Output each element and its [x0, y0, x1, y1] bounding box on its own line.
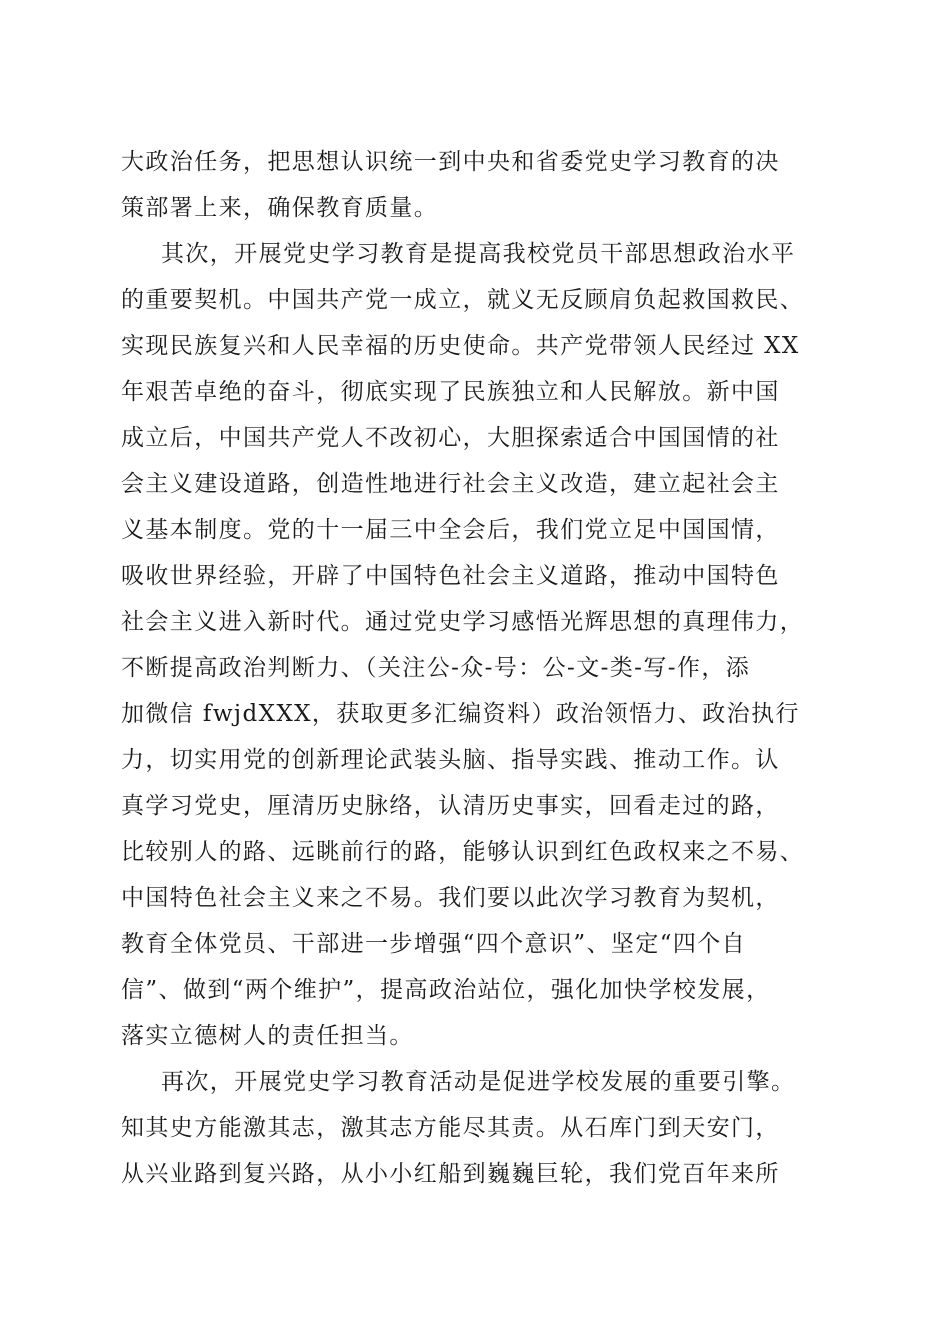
text-line: 知其史方能激其志，激其志方能尽其责。从石库门到天安门，	[121, 1115, 780, 1141]
text-line: 从兴业路到复兴路，从小小红船到巍巍巨轮，我们党百年来所	[121, 1161, 780, 1187]
text-line: 的重要契机。中国共产党一成立，就义无反顾肩负起救国救民、	[121, 287, 805, 313]
text-line: 信”、做到“两个维护”，提高政治站位，强化加快学校发展，	[121, 977, 771, 1003]
text-line: 力，切实用党的创新理论武装头脑、指导实践、推动工作。认	[121, 747, 780, 773]
text-line: 义基本制度。党的十一届三中全会后，我们党立足中国国情，	[121, 517, 780, 543]
text-line: 吸收世界经验，开辟了中国特色社会主义道路，推动中国特色	[121, 563, 780, 589]
text-line: 会主义建设道路，创造性地进行社会主义改造，建立起社会主	[121, 471, 780, 497]
text-line: 不断提高政治判断力、（关注公-众-号：公-文-类-写-作，添	[121, 655, 751, 681]
text-line: 加微信 fwjdXXX，获取更多汇编资料）政治领悟力、政治执行	[121, 701, 800, 727]
text-line: 年艰苦卓绝的奋斗，彻底实现了民族独立和人民解放。新中国	[121, 379, 780, 405]
text-line: 比较别人的路、远眺前行的路，能够认识到红色政权来之不易、	[121, 839, 805, 865]
paragraph-start-line: 再次，开展党史学习教育活动是促进学校发展的重要引擎。	[161, 1069, 796, 1095]
text-line: 成立后，中国共产党人不改初心，大胆探索适合中国国情的社	[121, 425, 780, 451]
paragraph-start-line: 其次，开展党史学习教育是提高我校党员干部思想政治水平	[161, 241, 796, 267]
text-line: 中国特色社会主义来之不易。我们要以此次学习教育为契机，	[121, 885, 780, 911]
text-line: 教育全体党员、干部进一步增强“四个意识”、坚定“四个自	[121, 931, 747, 957]
text-line: 策部署上来，确保教育质量。	[121, 195, 439, 221]
text-line: 真学习党史，厘清历史脉络，认清历史事实，回看走过的路，	[121, 793, 780, 819]
text-line: 大政治任务，把思想认识统一到中央和省委党史学习教育的决	[121, 149, 780, 175]
text-line: 落实立德树人的责任担当。	[121, 1023, 414, 1049]
text-line: 实现民族复兴和人民幸福的历史使命。共产党带领人民经过 XX	[121, 333, 800, 359]
text-line: 社会主义进入新时代。通过党史学习感悟光辉思想的真理伟力，	[121, 609, 805, 635]
